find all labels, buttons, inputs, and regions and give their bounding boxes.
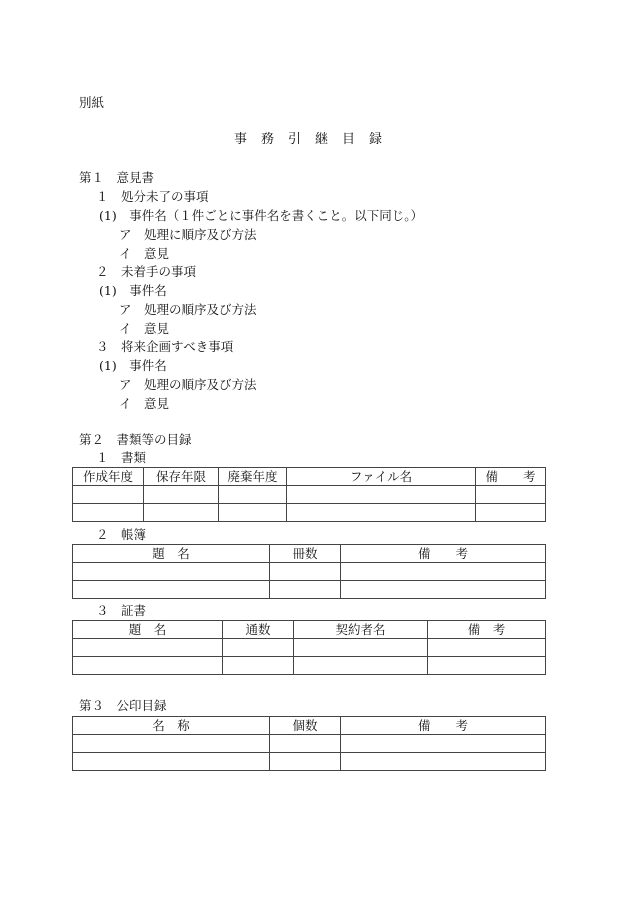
table-cell[interactable] <box>294 639 428 657</box>
outline-line: (1) 事件名（１件ごとに事件名を書くこと。以下同じ。） <box>99 208 423 223</box>
certificates-subheading: ３ 証書 <box>96 603 147 618</box>
table-cell[interactable] <box>341 581 546 599</box>
table-cell[interactable] <box>223 657 294 675</box>
outline-line: ア 処理の順序及び方法 <box>119 377 257 392</box>
table-row <box>73 735 546 753</box>
table-row <box>73 486 546 504</box>
outline-line: ２ 未着手の事項 <box>96 264 197 279</box>
documents-subheading: １ 書類 <box>96 450 147 465</box>
outline-line: イ 意見 <box>119 396 170 411</box>
table-cell[interactable] <box>73 563 270 581</box>
seals-header-row <box>73 717 546 735</box>
table-cell[interactable] <box>144 486 219 504</box>
col-header: 備 考 <box>476 468 546 486</box>
col-header: ファイル名 <box>287 468 476 486</box>
outline-line: イ 意見 <box>119 321 170 336</box>
table-cell[interactable] <box>270 563 341 581</box>
table-cell[interactable] <box>476 486 546 504</box>
documents-header-row <box>73 468 546 486</box>
col-header: 保存年限 <box>144 468 219 486</box>
table-row <box>73 657 546 675</box>
section2-heading: 第２ 書類等の目録 <box>79 432 192 447</box>
seals-table <box>72 716 546 771</box>
table-row <box>73 504 546 522</box>
table-cell[interactable] <box>73 504 144 522</box>
table-row <box>73 563 546 581</box>
col-header: 題 名 <box>73 621 223 639</box>
table-cell[interactable] <box>219 504 287 522</box>
col-header: 廃棄年度 <box>219 468 287 486</box>
table-cell[interactable] <box>73 753 270 771</box>
table-cell[interactable] <box>341 753 546 771</box>
section3-heading: 第３ 公印目録 <box>79 698 167 713</box>
table-cell[interactable] <box>73 735 270 753</box>
table-cell[interactable] <box>341 563 546 581</box>
col-header: 通数 <box>223 621 294 639</box>
table-cell[interactable] <box>223 639 294 657</box>
ledgers-header-row <box>73 545 546 563</box>
table-cell[interactable] <box>73 486 144 504</box>
table-row <box>73 639 546 657</box>
ledgers-subheading: ２ 帳簿 <box>96 527 147 542</box>
col-header: 備 考 <box>428 621 546 639</box>
table-cell[interactable] <box>270 735 341 753</box>
outline-line: (1) 事件名 <box>99 283 167 298</box>
documents-table <box>72 467 546 522</box>
table-cell[interactable] <box>270 581 341 599</box>
outline-line: ３ 将来企画すべき事項 <box>96 339 234 354</box>
section1-heading: 第１ 意見書 <box>79 170 155 185</box>
col-header: 作成年度 <box>73 468 144 486</box>
table-cell[interactable] <box>294 657 428 675</box>
table-cell[interactable] <box>287 504 476 522</box>
certificates-table <box>72 620 546 675</box>
col-header: 個数 <box>270 717 341 735</box>
table-cell[interactable] <box>73 657 223 675</box>
col-header: 契約者名 <box>294 621 428 639</box>
outline-line: ア 処理の順序及び方法 <box>119 302 257 317</box>
outline-line: １ 処分未了の事項 <box>96 189 209 204</box>
table-cell[interactable] <box>428 657 546 675</box>
table-row <box>73 581 546 599</box>
col-header: 冊数 <box>270 545 341 563</box>
outline-line: イ 意見 <box>119 246 170 261</box>
col-header: 題 名 <box>73 545 270 563</box>
table-cell[interactable] <box>428 639 546 657</box>
document-title: 事務引継目録 <box>233 132 396 147</box>
table-cell[interactable] <box>73 581 270 599</box>
table-cell[interactable] <box>144 504 219 522</box>
outline-line: ア 処理に順序及び方法 <box>119 227 257 242</box>
outline-line: (1) 事件名 <box>99 358 167 373</box>
col-header: 名 称 <box>73 717 270 735</box>
table-cell[interactable] <box>73 639 223 657</box>
table-cell[interactable] <box>341 735 546 753</box>
table-row <box>73 753 546 771</box>
table-cell[interactable] <box>287 486 476 504</box>
col-header: 備 考 <box>341 545 546 563</box>
certificates-header-row <box>73 621 546 639</box>
attachment-label: 別紙 <box>79 95 105 110</box>
table-cell[interactable] <box>270 753 341 771</box>
ledgers-table <box>72 544 546 599</box>
col-header: 備 考 <box>341 717 546 735</box>
table-cell[interactable] <box>219 486 287 504</box>
table-cell[interactable] <box>476 504 546 522</box>
